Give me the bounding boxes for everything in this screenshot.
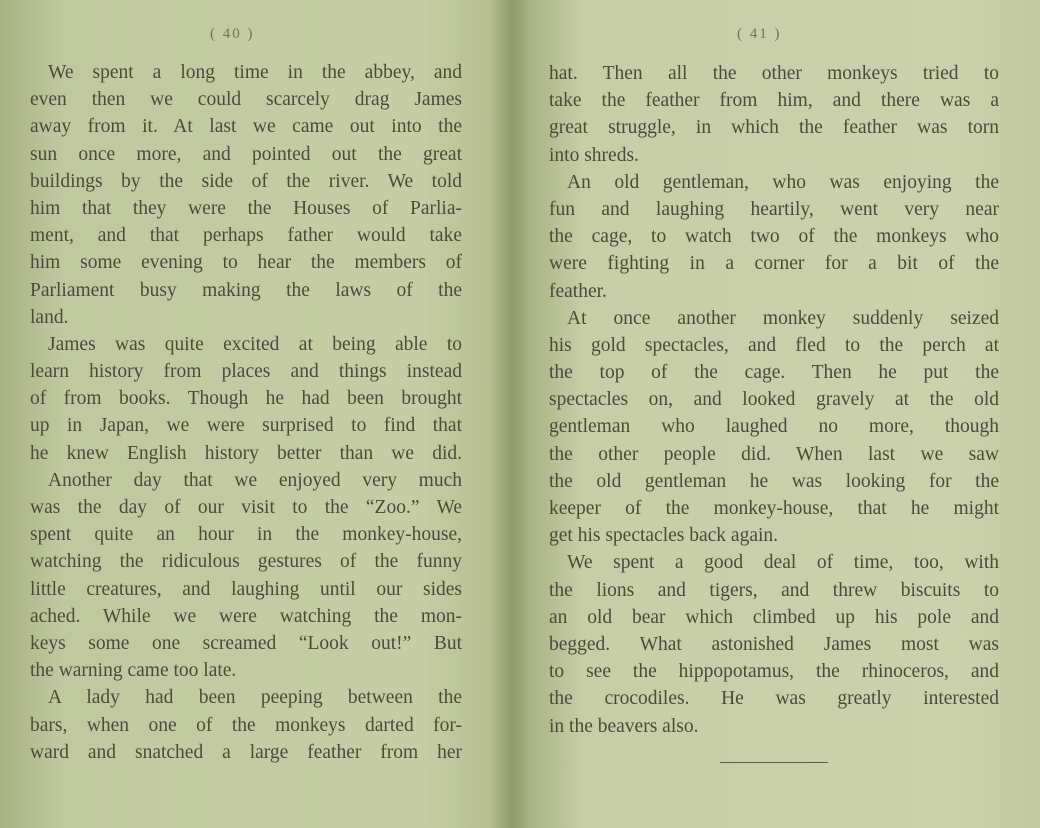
- text-line: spent quite an hour in the monkey-house,: [30, 524, 462, 546]
- text-line: An old gentleman, who was enjoying the: [567, 171, 999, 193]
- text-line: keeper of the monkey-house, that he might: [549, 498, 999, 519]
- text-line: learn history from places and things instead: [30, 361, 462, 383]
- text-line: to see the hippopotamus, the rhinoceros, and: [549, 661, 999, 683]
- page-number-40: ( 40 ): [210, 26, 255, 42]
- text-line: James was quite excited at being able to: [48, 333, 462, 355]
- text-line: he knew English history better than we did.: [30, 442, 462, 464]
- text-line: watching the ridiculous gestures of the funny: [30, 551, 462, 573]
- text-line: ached. While we were watching the mon-: [30, 605, 462, 627]
- text-line: him that they were the Houses of Parlia-: [30, 197, 462, 219]
- text-line: little creatures, and laughing until our sides: [30, 578, 462, 600]
- text-line: hat. Then all the other monkeys tried to: [549, 63, 999, 84]
- text-line: spectacles on, and looked gravely at the old: [549, 389, 999, 411]
- text-line: was the day of our visit to the “Zoo.” We: [30, 497, 462, 518]
- right-page: [505, 0, 1040, 828]
- text-line: his gold spectacles, and fled to the perch at: [549, 334, 999, 356]
- end-rule: [720, 762, 828, 763]
- text-line: the cage, to watch two of the monkeys who: [549, 226, 999, 248]
- text-line: ward and snatched a large feather from her: [30, 741, 462, 763]
- text-line: We spent a long time in the abbey, and: [48, 62, 462, 83]
- text-line: At once another monkey suddenly seized: [567, 307, 999, 329]
- text-line: the lions and tigers, and threw biscuits to: [549, 579, 999, 601]
- text-line: feather.: [549, 280, 607, 302]
- text-line: the top of the cage. Then he put the: [549, 362, 999, 384]
- text-line: great struggle, in which the feather was torn: [549, 117, 999, 139]
- left-page: [0, 0, 495, 828]
- text-line: up in Japan, we were surprised to find that: [30, 415, 462, 437]
- text-line: land.: [30, 306, 69, 328]
- text-line: keys some one screamed “Look out!” But: [30, 632, 462, 654]
- text-line: buildings by the side of the river. We told: [30, 170, 462, 192]
- text-line: an old bear which climbed up his pole and: [549, 606, 999, 628]
- text-line: gentleman who laughed no more, though: [549, 416, 999, 438]
- text-line: Another day that we enjoyed very much: [48, 469, 462, 491]
- text-line: were fighting in a corner for a bit of the: [549, 253, 999, 275]
- text-line: sun once more, and pointed out the great: [30, 143, 462, 165]
- text-line: bars, when one of the monkeys darted for-: [30, 714, 462, 736]
- text-line: take the feather from him, and there was a: [549, 90, 999, 112]
- page-number-41: ( 41 ): [737, 26, 782, 42]
- text-line: the warning came too late.: [30, 660, 237, 682]
- text-line: ment, and that perhaps father would take: [30, 225, 462, 247]
- text-line: We spent a good deal of time, too, with: [567, 552, 999, 574]
- text-line: fun and laughing heartily, went very near: [549, 198, 999, 220]
- text-line: the old gentleman he was looking for the: [549, 470, 999, 492]
- text-line: A lady had been peeping between the: [48, 687, 462, 709]
- text-line: in the beavers also.: [549, 715, 699, 737]
- text-line: the other people did. When last we saw: [549, 443, 999, 465]
- text-line: into shreds.: [549, 144, 639, 166]
- text-line: get his spectacles back again.: [549, 525, 779, 547]
- left-page-text: [30, 59, 462, 766]
- text-line: even then we could scarcely drag James: [30, 89, 462, 111]
- right-page-text: [549, 60, 999, 740]
- text-line: of from books. Though he had been brought: [30, 388, 462, 410]
- text-line: the crocodiles. He was greatly interested: [549, 688, 999, 710]
- text-line: Parliament busy making the laws of the: [30, 279, 462, 301]
- text-line: begged. What astonished James most was: [549, 633, 999, 655]
- text-line: away from it. At last we came out into the: [30, 116, 462, 138]
- text-line: him some evening to hear the members of: [30, 252, 462, 274]
